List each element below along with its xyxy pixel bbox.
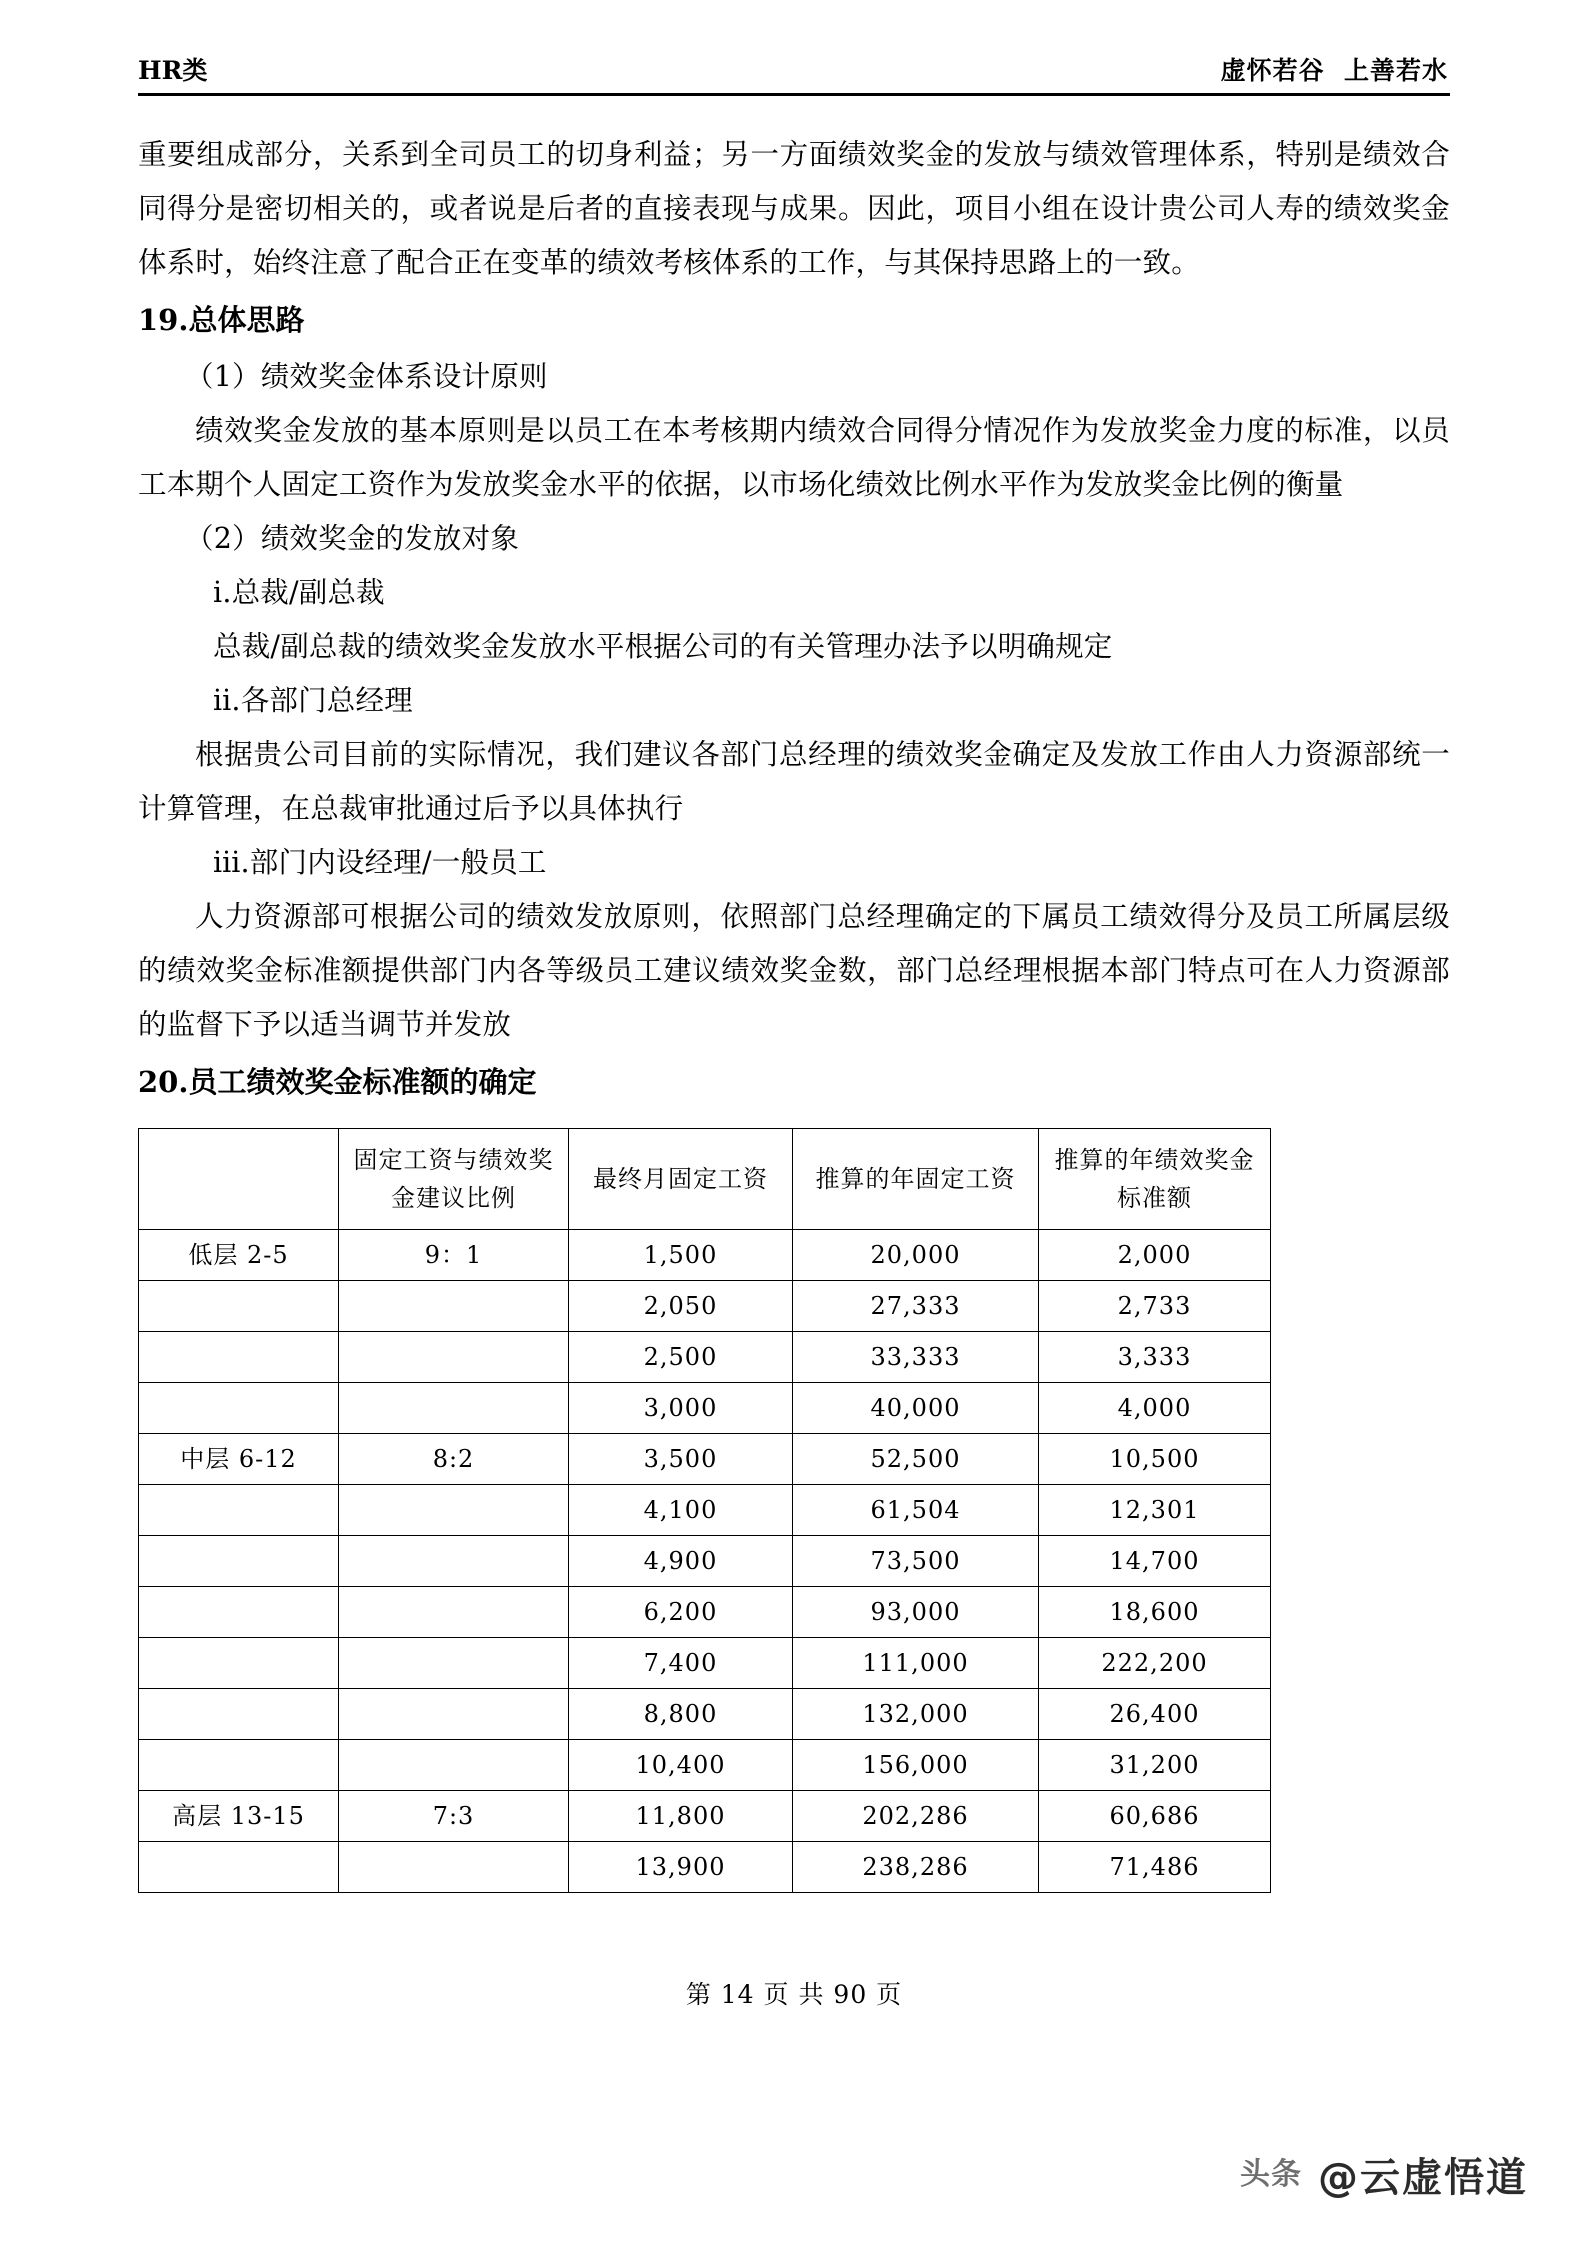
- cell-annual-fixed: 61,504: [793, 1485, 1039, 1536]
- header-category-label: HR类: [138, 56, 208, 85]
- toutiao-logo-icon: 头条: [1240, 2156, 1302, 2192]
- list-item-2: （2）绩效奖金的发放对象: [185, 522, 520, 555]
- cell-annual-bonus: 12,301: [1039, 1485, 1271, 1536]
- cell-monthly-fixed: 4,100: [569, 1485, 793, 1536]
- cell-annual-bonus: 18,600: [1039, 1587, 1271, 1638]
- table-row: [139, 1383, 1271, 1434]
- brand-account-name: @云虚悟道: [1318, 2155, 1528, 2201]
- cell-monthly-fixed: 2,500: [569, 1332, 793, 1383]
- cell-monthly-fixed: 11,800: [569, 1791, 793, 1842]
- table-row: [139, 1485, 1271, 1536]
- cell-annual-fixed: 238,286: [793, 1842, 1039, 1893]
- cell-level: [139, 1587, 339, 1638]
- cell-annual-bonus: 4,000: [1039, 1383, 1271, 1434]
- cell-level: [139, 1485, 339, 1536]
- table-head: [139, 1129, 1271, 1230]
- header-motto-label: 虚怀若谷 上善若水: [1220, 56, 1448, 85]
- cell-ratio: 7:3: [339, 1791, 569, 1842]
- paragraph-iii: 人力资源部可根据公司的绩效发放原则，依照部门总经理确定的下属员工绩效得分及员工所属层级的绩效奖金标准额提供部门内各等级员工建议绩效奖金数，部门总经理根据本部门特点可在人力资源部的监督下予以适当调节并发放: [138, 900, 1450, 1041]
- cell-level: [139, 1281, 339, 1332]
- cell-ratio: [339, 1740, 569, 1791]
- page-number-label: 第 14 页 共 90 页: [685, 1980, 903, 2009]
- list-item-1: （1）绩效奖金体系设计原则: [185, 360, 548, 393]
- cell-monthly-fixed: 8,800: [569, 1689, 793, 1740]
- column-header-ratio: 固定工资与绩效奖金建议比例: [339, 1129, 569, 1230]
- cell-ratio: [339, 1689, 569, 1740]
- column-header-annual-bonus: 推算的年绩效奖金标准额: [1039, 1129, 1271, 1230]
- cell-annual-fixed: 93,000: [793, 1587, 1039, 1638]
- table-body: [139, 1230, 1271, 1893]
- column-header-monthly-fixed: 最终月固定工资: [569, 1129, 793, 1230]
- table-row: [139, 1434, 1271, 1485]
- cell-annual-bonus: 222,200: [1039, 1638, 1271, 1689]
- page-footer: [0, 1975, 1588, 2011]
- cell-monthly-fixed: 6,200: [569, 1587, 793, 1638]
- cell-annual-bonus: 2,733: [1039, 1281, 1271, 1332]
- heading-20: 20.员工绩效奖金标准额的确定: [138, 1065, 537, 1099]
- table-row: [139, 1791, 1271, 1842]
- cell-level: [139, 1740, 339, 1791]
- table-row: [139, 1230, 1271, 1281]
- column-header-annual-fixed: 推算的年固定工资: [793, 1129, 1039, 1230]
- cell-ratio: [339, 1485, 569, 1536]
- header-divider: [138, 93, 1450, 96]
- heading-19: 19.总体思路: [138, 303, 305, 337]
- cell-monthly-fixed: 2,050: [569, 1281, 793, 1332]
- cell-monthly-fixed: 3,000: [569, 1383, 793, 1434]
- table-row: [139, 1842, 1271, 1893]
- cell-annual-bonus: 10,500: [1039, 1434, 1271, 1485]
- document-body: [138, 128, 1450, 1893]
- table-row: [139, 1740, 1271, 1791]
- bonus-standard-table-wrapper: [138, 1128, 1450, 1893]
- paragraph-i: 总裁/副总裁的绩效奖金发放水平根据公司的有关管理办法予以明确规定: [213, 630, 1113, 663]
- cell-monthly-fixed: 1,500: [569, 1230, 793, 1281]
- cell-annual-fixed: 20,000: [793, 1230, 1039, 1281]
- cell-ratio: [339, 1332, 569, 1383]
- cell-level: [139, 1638, 339, 1689]
- table-row: [139, 1587, 1271, 1638]
- cell-annual-bonus: 31,200: [1039, 1740, 1271, 1791]
- cell-annual-fixed: 132,000: [793, 1689, 1039, 1740]
- cell-annual-fixed: 156,000: [793, 1740, 1039, 1791]
- paragraph-ii: 根据贵公司目前的实际情况，我们建议各部门总经理的绩效奖金确定及发放工作由人力资源部统一计算管理，在总裁审批通过后予以具体执行: [138, 738, 1450, 825]
- paragraph-intro: 重要组成部分，关系到全司员工的切身利益；另一方面绩效奖金的发放与绩效管理体系，特别是绩效合同得分是密切相关的，或者说是后者的直接表现与成果。因此，项目小组在设计贵公司人寿的绩效奖金体系时，始终注意了配合正在变革的绩效考核体系的工作，与其保持思路上的一致。: [138, 138, 1450, 279]
- cell-level: [139, 1689, 339, 1740]
- cell-ratio: [339, 1587, 569, 1638]
- cell-annual-bonus: 26,400: [1039, 1689, 1271, 1740]
- table-row: [139, 1281, 1271, 1332]
- cell-ratio: 8:2: [339, 1434, 569, 1485]
- cell-level: [139, 1842, 339, 1893]
- bonus-standard-table: [138, 1128, 1271, 1893]
- cell-level: [139, 1332, 339, 1383]
- cell-annual-fixed: 52,500: [793, 1434, 1039, 1485]
- cell-monthly-fixed: 4,900: [569, 1536, 793, 1587]
- table-row: [139, 1638, 1271, 1689]
- cell-level: 高层 13-15: [139, 1791, 339, 1842]
- cell-annual-fixed: 33,333: [793, 1332, 1039, 1383]
- cell-annual-fixed: 27,333: [793, 1281, 1039, 1332]
- running-header: [138, 58, 1448, 83]
- sub-item-iii: ⅲ.部门内设经理/一般员工: [213, 846, 547, 879]
- cell-annual-fixed: 73,500: [793, 1536, 1039, 1587]
- cell-annual-bonus: 3,333: [1039, 1332, 1271, 1383]
- cell-annual-bonus: 71,486: [1039, 1842, 1271, 1893]
- cell-monthly-fixed: 3,500: [569, 1434, 793, 1485]
- cell-annual-fixed: 202,286: [793, 1791, 1039, 1842]
- cell-level: [139, 1536, 339, 1587]
- cell-annual-fixed: 111,000: [793, 1638, 1039, 1689]
- table-row: [139, 1536, 1271, 1587]
- cell-annual-bonus: 2,000: [1039, 1230, 1271, 1281]
- cell-ratio: [339, 1638, 569, 1689]
- cell-level: [139, 1383, 339, 1434]
- column-header-level: [139, 1129, 339, 1230]
- cell-ratio: [339, 1281, 569, 1332]
- paragraph-principle: 绩效奖金发放的基本原则是以员工在本考核期内绩效合同得分情况作为发放奖金力度的标准，以员工本期个人固定工资作为发放奖金水平的依据，以市场化绩效比例水平作为发放奖金比例的衡量: [138, 414, 1450, 501]
- cell-level: 中层 6-12: [139, 1434, 339, 1485]
- cell-monthly-fixed: 13,900: [569, 1842, 793, 1893]
- sub-item-i: ⅰ.总裁/副总裁: [213, 576, 385, 609]
- cell-ratio: [339, 1536, 569, 1587]
- cell-ratio: [339, 1842, 569, 1893]
- table-row: [139, 1689, 1271, 1740]
- cell-monthly-fixed: 10,400: [569, 1740, 793, 1791]
- table-row: [139, 1332, 1271, 1383]
- cell-ratio: 9：1: [339, 1230, 569, 1281]
- cell-ratio: [339, 1383, 569, 1434]
- cell-monthly-fixed: 7,400: [569, 1638, 793, 1689]
- brand-watermark: [1240, 2146, 1528, 2203]
- table-header-row: [139, 1129, 1271, 1230]
- cell-annual-bonus: 60,686: [1039, 1791, 1271, 1842]
- sub-item-ii: ⅱ.各部门总经理: [213, 684, 413, 717]
- cell-level: 低层 2-5: [139, 1230, 339, 1281]
- cell-annual-bonus: 14,700: [1039, 1536, 1271, 1587]
- cell-annual-fixed: 40,000: [793, 1383, 1039, 1434]
